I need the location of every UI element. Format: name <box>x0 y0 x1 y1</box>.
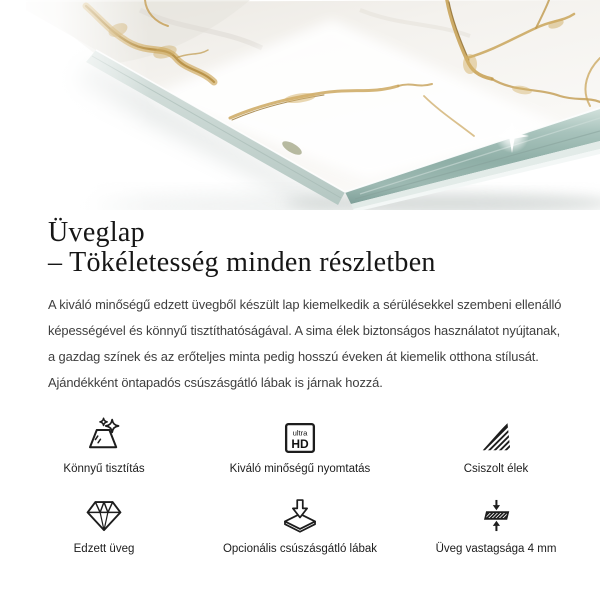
feature-polished-edges <box>398 414 594 494</box>
feature-tempered-glass <box>6 494 202 574</box>
feature-label: Csiszolt élek <box>463 463 529 475</box>
feature-label: Üveg vastagsága 4 mm <box>435 543 557 555</box>
product-description <box>48 292 562 396</box>
ultra-hd-icon <box>284 414 316 454</box>
feature-label: Könnyű tisztítás <box>63 463 145 475</box>
product-info-section <box>0 218 600 574</box>
arrow-into-plate-icon <box>281 494 319 534</box>
sparkle-surface-icon <box>82 414 126 454</box>
feature-label: Edzett üveg <box>73 543 135 555</box>
diamond-icon <box>83 494 125 534</box>
feature-print-quality <box>202 414 398 494</box>
feature-anti-slip-feet <box>202 494 398 574</box>
description-line: A kiváló minőségű edzett üvegből készült lap kiemelkedik a sérülésekkel szembeni ellenálló <box>48 297 562 312</box>
thickness-arrows-icon <box>479 494 513 534</box>
description-line: a gazdag színek és az erőteljes minta pedig hosszú éveken át kiemelik otthona stílusát. <box>48 349 539 364</box>
ultra-hd-icon-text-top: ultra <box>292 428 308 438</box>
product-image <box>0 0 600 210</box>
marble-glass-plate-illustration <box>0 0 600 210</box>
feature-easy-cleaning <box>6 414 202 494</box>
feature-label: Kiváló minőségű nyomtatás <box>229 463 371 475</box>
page-title-line1: Üveglap <box>48 217 145 248</box>
page-title <box>48 218 552 278</box>
feature-label: Opcionális csúszásgátló lábak <box>222 543 378 555</box>
description-line: képességével és könnyű tisztíthatóságával. A sima élek biztonságos használatot nyújtanak, <box>48 323 561 338</box>
feature-glass-thickness <box>398 494 594 574</box>
features-grid <box>6 414 594 574</box>
description-line: Ajándékként öntapadós csúszásgátló lábak is járnak hozzá. <box>48 375 383 390</box>
page-title-line2: – Tökéletesség minden részletben <box>48 247 436 278</box>
ultra-hd-icon-text-bottom: HD <box>291 436 309 451</box>
hatched-edge-icon <box>479 414 514 454</box>
